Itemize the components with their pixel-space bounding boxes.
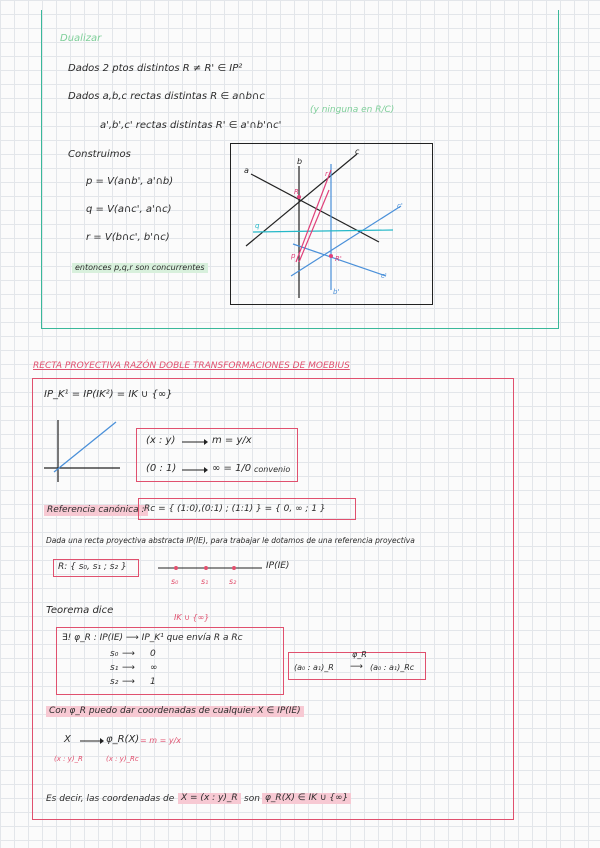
line-rectas-prima: a',b',c' rectas distintas R' ∈ a'∩b'∩c' bbox=[100, 120, 282, 131]
map-s2-from: s₂ bbox=[110, 677, 119, 687]
note-ninguna: (y ninguna en R/C) bbox=[310, 105, 395, 115]
coord-right: (a₀ : a₁)_Rc bbox=[370, 663, 415, 672]
proj-line-def: IP_K¹ = IP(IK²) = IK ∪ {∞} bbox=[44, 389, 173, 400]
ref-canonica-value: Rc = { (1:0),(0:1) ; (1:1) } = { 0, ∞ ; 1 } bbox=[144, 504, 326, 514]
dualizar-title: Dualizar bbox=[60, 33, 102, 44]
map-s2-to: 1 bbox=[150, 677, 156, 687]
map-s1-arrow: ⟶ bbox=[122, 663, 135, 673]
line-dados-rectas: Dados a,b,c rectas distintas R ∈ a∩b∩c bbox=[68, 91, 265, 102]
con-phi-text: Con φ_R puedo dar coordenadas de cualquier X ∈ IP(IE) bbox=[46, 706, 304, 717]
es-decir-mid: son bbox=[244, 794, 260, 804]
convenio-note: convenio bbox=[254, 465, 291, 474]
svg-text:b: b bbox=[297, 157, 303, 166]
svg-text:c': c' bbox=[381, 272, 387, 280]
es-decir-prefix: Es decir, las coordenadas de bbox=[46, 794, 175, 804]
map-s1-from: s₁ bbox=[110, 663, 119, 673]
axes-diagram bbox=[44, 418, 122, 484]
svg-text:R: R bbox=[294, 188, 299, 196]
X-map-mid: φ_R(X) bbox=[106, 734, 140, 745]
arrow-map2 bbox=[182, 467, 208, 473]
svg-text:b': b' bbox=[333, 288, 340, 296]
line-p bbox=[296, 170, 331, 262]
point-s0-label: s₀ bbox=[171, 577, 179, 586]
coord-arrow: ⟶ bbox=[350, 662, 363, 672]
construction-figure bbox=[230, 143, 433, 305]
X-map-right: = m = y/x bbox=[140, 736, 181, 745]
map-s0-from: s₀ bbox=[110, 649, 119, 659]
point-s2-label: s₂ bbox=[229, 577, 237, 586]
figure-svg bbox=[231, 144, 432, 304]
map1-left: (x : y) bbox=[146, 435, 176, 446]
dada-text: Dada una recta proyectiva abstracta IP(IE), para trabajar le dotamos de una referencia proyectiva bbox=[46, 536, 415, 545]
line-dados-puntos: Dados 2 ptos distintos R ≠ R' ∈ IP² bbox=[68, 63, 243, 74]
r-definition: r = V(b∩c', b'∩c) bbox=[86, 232, 170, 243]
map2-left: (0 : 1) bbox=[146, 463, 177, 474]
phi-label: φ_R bbox=[352, 650, 367, 659]
map1-right: m = y/x bbox=[212, 435, 252, 446]
map-s1-to: ∞ bbox=[150, 663, 158, 673]
es-decir-hl2: φ_R(X) ∈ IK ∪ {∞} bbox=[262, 793, 351, 804]
under-phi: (x : y)_Rc bbox=[106, 755, 139, 763]
svg-text:p: p bbox=[291, 252, 296, 260]
X-map-left: X bbox=[64, 734, 71, 745]
map-s0-to: 0 bbox=[150, 649, 156, 659]
map-s2-arrow: ⟶ bbox=[122, 677, 135, 687]
es-decir-hl1: X = (x : y)_R bbox=[178, 793, 241, 804]
arrow-X bbox=[80, 738, 104, 744]
point-s1-label: s₁ bbox=[201, 577, 209, 586]
p-definition: p = V(a∩b', a'∩b) bbox=[86, 176, 174, 187]
svg-text:c: c bbox=[355, 147, 360, 156]
section-header: RECTA PROYECTIVA RAZÓN DOBLE TRANSFORMACIONES DE MOEBIUS bbox=[33, 361, 350, 371]
ik-infinity-note: IK ∪ {∞} bbox=[174, 613, 210, 622]
map-s0-arrow: ⟶ bbox=[122, 649, 135, 659]
line-q bbox=[253, 230, 393, 232]
svg-text:R': R' bbox=[335, 255, 342, 263]
coord-left: (a₀ : a₁)_R bbox=[294, 663, 334, 672]
line-IPE-label: IP(IE) bbox=[266, 561, 290, 571]
svg-text:r: r bbox=[325, 170, 328, 178]
arrow-map1 bbox=[182, 439, 208, 445]
svg-text:a: a bbox=[244, 166, 249, 175]
exists-line: ∃! φ_R : IP(IE) ⟶ IP_K¹ que envía R a Rc bbox=[62, 633, 243, 643]
map2-right: ∞ = 1/0 bbox=[212, 463, 252, 474]
point-R-prime bbox=[329, 254, 333, 258]
proj-line-drawing bbox=[158, 564, 264, 572]
q-definition: q = V(a∩c', a'∩c) bbox=[86, 204, 172, 215]
R-def: R: { s₀, s₁ ; s₂ } bbox=[58, 562, 127, 572]
teorema-label: Teorema dice bbox=[46, 605, 114, 616]
ref-canonica-label: Referencia canónica : bbox=[44, 505, 148, 516]
svg-text:q: q bbox=[255, 222, 260, 230]
conclusion-text: entonces p,q,r son concurrentes bbox=[72, 263, 208, 273]
construimos-label: Construimos bbox=[68, 149, 131, 160]
under-X: (x : y)_R bbox=[54, 755, 83, 763]
svg-text:c': c' bbox=[397, 202, 403, 210]
